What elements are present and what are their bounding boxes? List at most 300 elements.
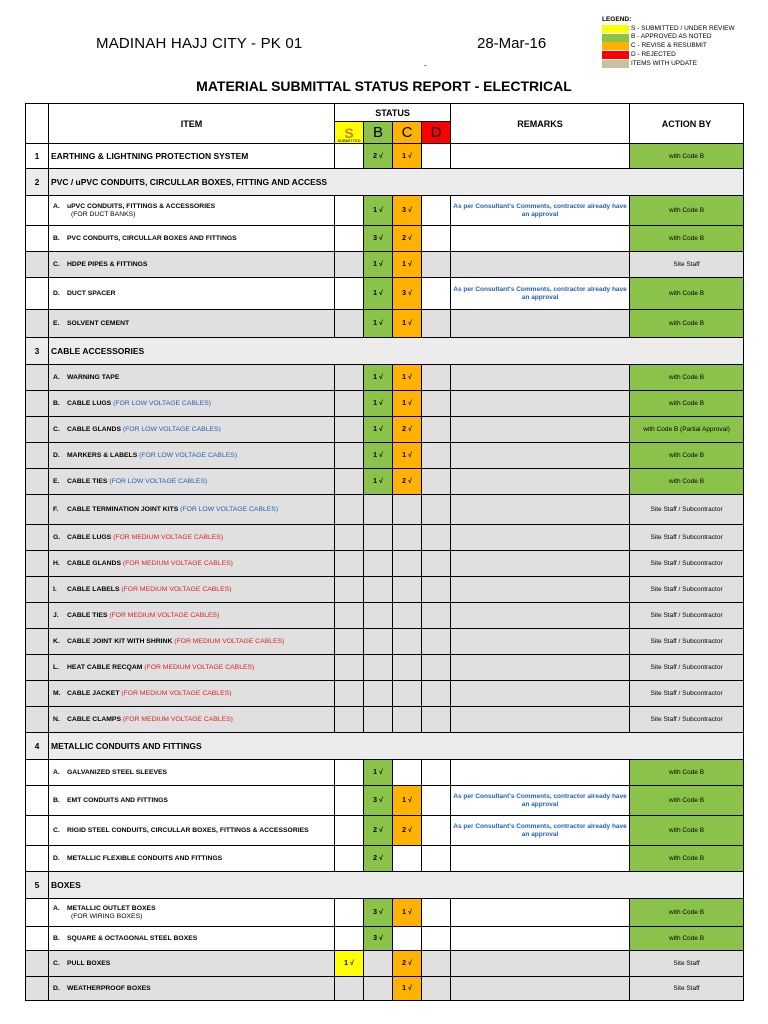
status-d-cell [422,278,451,310]
status-d-cell [422,603,451,629]
status-b-cell [364,681,393,707]
status-b-cell: 2 √ [364,816,393,846]
item-letter: D. [53,451,60,459]
status-b-cell [364,495,393,525]
status-s-cell [335,417,364,443]
item-cell [49,577,335,603]
status-b-header: B [364,122,393,144]
status-s-cell [335,469,364,495]
item-letter: A. [53,904,60,912]
status-b-cell: 3 √ [364,226,393,252]
status-s-cell [335,310,364,338]
item-note: (FOR LOW VOLTAGE CABLES) [180,505,279,513]
item-letter: D. [53,854,60,862]
item-cell [49,977,335,1001]
action-cell: with Code B [630,760,744,786]
remarks-cell [451,760,630,786]
item-cell [49,443,335,469]
status-s-cell [335,391,364,417]
item-note: (FOR MEDIUM VOLTAGE CABLES) [122,559,233,567]
item-letter: H. [53,559,60,567]
legend-item [602,51,752,60]
table-row [26,525,744,551]
item-letter: C. [53,826,60,834]
item-name: GALVANIZED STEEL SLEEVES [67,768,168,776]
status-s-cell [335,551,364,577]
item-name: CABLE GLANDS [67,559,121,567]
action-cell: with Code B (Partial Approval) [630,417,744,443]
status-b-cell [364,655,393,681]
item-subtitle: (FOR DUCT BANKS) [71,210,136,218]
number-cell [26,391,49,417]
status-s-cell [335,577,364,603]
item-cell [49,391,335,417]
action-cell: Site Staff / Subcontractor [630,655,744,681]
table-row [26,629,744,655]
status-c-cell: 1 √ [393,365,422,391]
status-b-cell [364,577,393,603]
item-name: CABLE TIES [67,611,108,619]
table-row [26,278,744,310]
remarks-cell [451,655,630,681]
legend-item [602,42,752,51]
section-name: PVC / uPVC CONDUITS, CIRCULLAR BOXES, FITTING AND ACCESS [49,169,744,196]
remarks-cell [451,551,630,577]
action-cell: with Code B [630,144,744,169]
remarks-cell [451,443,630,469]
legend-label: D - REJECTED [631,50,676,58]
action-cell: with Code B [630,278,744,310]
number-cell [26,707,49,733]
status-b-cell: 1 √ [364,310,393,338]
item-name: uPVC CONDUITS, FITTINGS & ACCESSORIES [67,202,216,210]
status-c-cell [393,707,422,733]
item-cell [49,417,335,443]
status-c-cell [393,760,422,786]
status-s-cell [335,681,364,707]
action-cell: Site Staff [630,252,744,278]
action-cell: Site Staff / Subcontractor [630,525,744,551]
table-row [26,495,744,525]
remarks-cell [451,951,630,977]
table-row [26,951,744,977]
status-d-cell [422,495,451,525]
status-c-cell [393,525,422,551]
status-b-cell [364,951,393,977]
item-cell [49,681,335,707]
item-name: DUCT SPACER [67,289,116,297]
status-d-cell [422,310,451,338]
status-b-cell: 3 √ [364,899,393,927]
item-letter: C. [53,425,60,433]
table-row [26,760,744,786]
remarks-cell: As per Consultant's Comments, contractor already have an approval [451,278,630,310]
legend-title: LEGEND: [602,16,632,23]
item-note: (FOR LOW VOLTAGE CABLES) [109,477,208,485]
remarks-cell [451,226,630,252]
item-cell [49,707,335,733]
legend-swatch [602,51,629,59]
status-b-cell [364,629,393,655]
section-number: 4 [26,733,49,760]
remarks-cell [451,391,630,417]
item-letter: B. [53,934,60,942]
item-cell [49,899,335,927]
number-cell [26,927,49,951]
action-cell: with Code B [630,899,744,927]
status-c-cell: 1 √ [393,443,422,469]
status-c-cell: 2 √ [393,951,422,977]
status-s-cell [335,846,364,872]
status-s-cell [335,278,364,310]
status-header: STATUS [335,104,451,122]
status-c-cell [393,655,422,681]
number-cell [26,816,49,846]
status-b-cell: 1 √ [364,417,393,443]
action-cell: with Code B [630,196,744,226]
item-cell [49,603,335,629]
status-c-cell: 3 √ [393,278,422,310]
status-d-cell [422,365,451,391]
table-row [26,252,744,278]
number-cell [26,577,49,603]
table-row [26,927,744,951]
status-b-cell [364,551,393,577]
status-d-cell [422,681,451,707]
status-b-cell: 1 √ [364,365,393,391]
legend-swatch [602,25,629,33]
item-letter: B. [53,796,60,804]
action-cell: with Code B [630,927,744,951]
section-number: 3 [26,338,49,365]
item-note: (FOR LOW VOLTAGE CABLES) [122,425,221,433]
status-d-cell [422,196,451,226]
status-d-cell [422,707,451,733]
item-letter: B. [53,234,60,242]
item-letter: J. [53,611,59,619]
item-name: HEAT CABLE RECQAM [67,663,143,671]
action-cell: Site Staff / Subcontractor [630,603,744,629]
table-row [26,196,744,226]
status-b-cell: 1 √ [364,443,393,469]
item-cell [49,469,335,495]
status-c-cell: 2 √ [393,469,422,495]
item-note: (FOR MEDIUM VOLTAGE CABLES) [121,689,232,697]
number-cell [26,786,49,816]
remarks-cell [451,495,630,525]
status-d-cell [422,226,451,252]
status-c-cell: 1 √ [393,252,422,278]
action-cell: with Code B [630,786,744,816]
item-name: CABLE LUGS [67,533,112,541]
number-cell [26,196,49,226]
item-letter: G. [53,533,61,541]
table-row [26,681,744,707]
remarks-cell [451,417,630,443]
item-header: ITEM [49,104,335,144]
item-cell [49,760,335,786]
action-cell: with Code B [630,816,744,846]
item-cell [49,310,335,338]
status-c-cell: 1 √ [393,899,422,927]
item-letter: N. [53,715,60,723]
item-letter: D. [53,984,60,992]
status-c-cell: 3 √ [393,196,422,226]
section-row [26,733,744,760]
status-b-cell: 1 √ [364,278,393,310]
item-note: (FOR MEDIUM VOLTAGE CABLES) [122,715,233,723]
item-name: CABLE CLAMPS [67,715,121,723]
action-cell: with Code B [630,846,744,872]
item-letter: A. [53,373,60,381]
item-cell [49,495,335,525]
number-cell [26,951,49,977]
section-number: 2 [26,169,49,196]
remarks-cell [451,469,630,495]
table-row [26,551,744,577]
number-cell [26,525,49,551]
item-letter: A. [53,768,60,776]
item-name: RIGID STEEL CONDUITS, CIRCULLAR BOXES, FITTINGS & ACCESSORIES [67,826,309,834]
action-cell: Site Staff / Subcontractor [630,629,744,655]
table-row [26,786,744,816]
legend-swatch [602,60,629,68]
item-cell [49,252,335,278]
item-cell [49,786,335,816]
table-row [26,443,744,469]
status-s-cell [335,495,364,525]
item-cell [49,525,335,551]
item-letter: F. [53,505,59,513]
item-cell [49,846,335,872]
remarks-cell [451,707,630,733]
status-d-cell [422,391,451,417]
item-letter: B. [53,399,60,407]
status-s-cell [335,226,364,252]
section-row [26,872,744,899]
legend-item [602,60,752,69]
status-b-cell [364,525,393,551]
section-name: EARTHING & LIGHTNING PROTECTION SYSTEM [49,144,335,169]
status-s-cell [335,629,364,655]
item-name: CABLE GLANDS [67,425,121,433]
status-c-cell: 1 √ [393,310,422,338]
item-name: SOLVENT CEMENT [67,319,130,327]
number-cell [26,469,49,495]
item-cell [49,927,335,951]
project-title: MADINAH HAJJ CITY - PK 01 [96,35,303,52]
status-c-header: C [393,122,422,144]
status-c-cell: 1 √ [393,786,422,816]
legend-label: B - APPROVED AS NOTED [631,33,712,41]
item-letter: E. [53,319,60,327]
number-cell [26,681,49,707]
action-cell: with Code B [630,443,744,469]
status-c-cell [393,927,422,951]
item-name: CABLE TERMINATION JOINT KITS [67,505,179,513]
status-s-cell [335,816,364,846]
remarks-cell [451,252,630,278]
action-cell: with Code B [630,469,744,495]
table-row [26,846,744,872]
item-note: (FOR MEDIUM VOLTAGE CABLES) [174,637,285,645]
remarks-cell [451,525,630,551]
number-cell [26,365,49,391]
item-letter: M. [53,689,61,697]
table-row [26,226,744,252]
item-cell [49,551,335,577]
section-number: 1 [26,144,49,169]
report-title: MATERIAL SUBMITTAL STATUS REPORT - ELECTRICAL [196,78,572,94]
item-note: (FOR MEDIUM VOLTAGE CABLES) [113,533,224,541]
item-cell [49,278,335,310]
legend-item [602,33,752,42]
number-cell [26,226,49,252]
status-d-cell [422,786,451,816]
table-row [26,310,744,338]
item-name: METALLIC OUTLET BOXES [67,904,156,912]
status-c-cell [393,629,422,655]
item-note: (FOR MEDIUM VOLTAGE CABLES) [121,585,232,593]
item-letter: C. [53,260,60,268]
item-letter: E. [53,477,60,485]
item-cell [49,196,335,226]
status-c-cell: 2 √ [393,226,422,252]
status-b-cell: 1 √ [364,469,393,495]
status-d-cell [422,899,451,927]
status-b-cell: 3 √ [364,927,393,951]
remarks-cell [451,899,630,927]
item-note: (FOR MEDIUM VOLTAGE CABLES) [144,663,255,671]
number-cell [26,252,49,278]
action-cell: with Code B [630,365,744,391]
status-d-cell [422,846,451,872]
item-cell [49,951,335,977]
status-b-cell: 2 √ [364,846,393,872]
number-cell [26,629,49,655]
status-s-cell [335,252,364,278]
table-row [26,655,744,681]
status-s-cell [335,899,364,927]
item-name: CABLE JOINT KIT WITH SHRINK [67,637,173,645]
item-name: PVC CONDUITS, CIRCULLAR BOXES AND FITTINGS [67,234,237,242]
table-row [26,365,744,391]
status-s-cell [335,977,364,1001]
remarks-cell: As per Consultant's Comments, contractor already have an approval [451,816,630,846]
number-cell [26,495,49,525]
status-c-cell: 1 √ [393,977,422,1001]
status-c-cell [393,495,422,525]
remarks-cell: As per Consultant's Comments, contractor already have an approval [451,786,630,816]
number-cell [26,551,49,577]
table-row [26,417,744,443]
status-d-cell [422,252,451,278]
item-cell [49,629,335,655]
table-row [26,816,744,846]
action-cell: with Code B [630,226,744,252]
action-cell: Site Staff / Subcontractor [630,707,744,733]
item-cell [49,226,335,252]
table-row [26,603,744,629]
status-b-cell [364,603,393,629]
status-d-header: D [422,122,451,144]
action-cell: Site Staff [630,977,744,1001]
section-name: BOXES [49,872,744,899]
header-row-1 [26,104,744,122]
status-d-cell [422,551,451,577]
item-name: PULL BOXES [67,959,111,967]
status-d-cell [422,760,451,786]
number-cell [26,760,49,786]
status-c-cell [393,551,422,577]
status-d-cell [422,443,451,469]
status-c-cell: 2 √ [393,417,422,443]
item-name: CABLE LUGS [67,399,112,407]
action-cell: Site Staff / Subcontractor [630,681,744,707]
item-letter: L. [53,663,60,671]
number-cell [26,846,49,872]
status-s-cell [335,443,364,469]
remarks-cell: As per Consultant's Comments, contractor already have an approval [451,196,630,226]
number-cell [26,655,49,681]
action-header: ACTION BY [630,104,744,144]
item-note: (FOR LOW VOLTAGE CABLES) [139,451,238,459]
status-b-cell [364,707,393,733]
section-row [26,169,744,196]
remarks-cell [451,144,630,169]
item-letter: A. [53,202,60,210]
status-s-cell [335,525,364,551]
submittal-table [25,103,744,1001]
status-d-cell [422,417,451,443]
status-s-cell [335,786,364,816]
status-d-cell [422,577,451,603]
remarks-cell [451,681,630,707]
action-cell: Site Staff [630,951,744,977]
status-c-cell [393,577,422,603]
table-row [26,391,744,417]
section-name: CABLE ACCESSORIES [49,338,744,365]
remarks-cell [451,629,630,655]
remarks-cell [451,977,630,1001]
separator-mark: - [424,61,427,70]
status-s-cell: 1 √ [335,951,364,977]
item-subtitle: (FOR WIRING BOXES) [71,912,143,920]
table-row [26,899,744,927]
item-name: CABLE TIES [67,477,108,485]
legend-swatch [602,42,629,50]
status-b-cell: 2 √ [364,144,393,169]
item-cell [49,365,335,391]
number-cell [26,443,49,469]
status-b-cell: 1 √ [364,760,393,786]
action-cell: Site Staff / Subcontractor [630,551,744,577]
status-c-cell [393,846,422,872]
status-d-cell [422,525,451,551]
item-name: WARNING TAPE [67,373,120,381]
number-cell [26,417,49,443]
status-b-cell [364,977,393,1001]
item-cell [49,816,335,846]
item-letter: C. [53,959,60,967]
legend [602,16,752,68]
remarks-cell [451,927,630,951]
item-letter: K. [53,637,60,645]
status-s-cell [335,655,364,681]
action-cell: Site Staff / Subcontractor [630,495,744,525]
action-cell: with Code B [630,310,744,338]
status-b-cell: 1 √ [364,391,393,417]
